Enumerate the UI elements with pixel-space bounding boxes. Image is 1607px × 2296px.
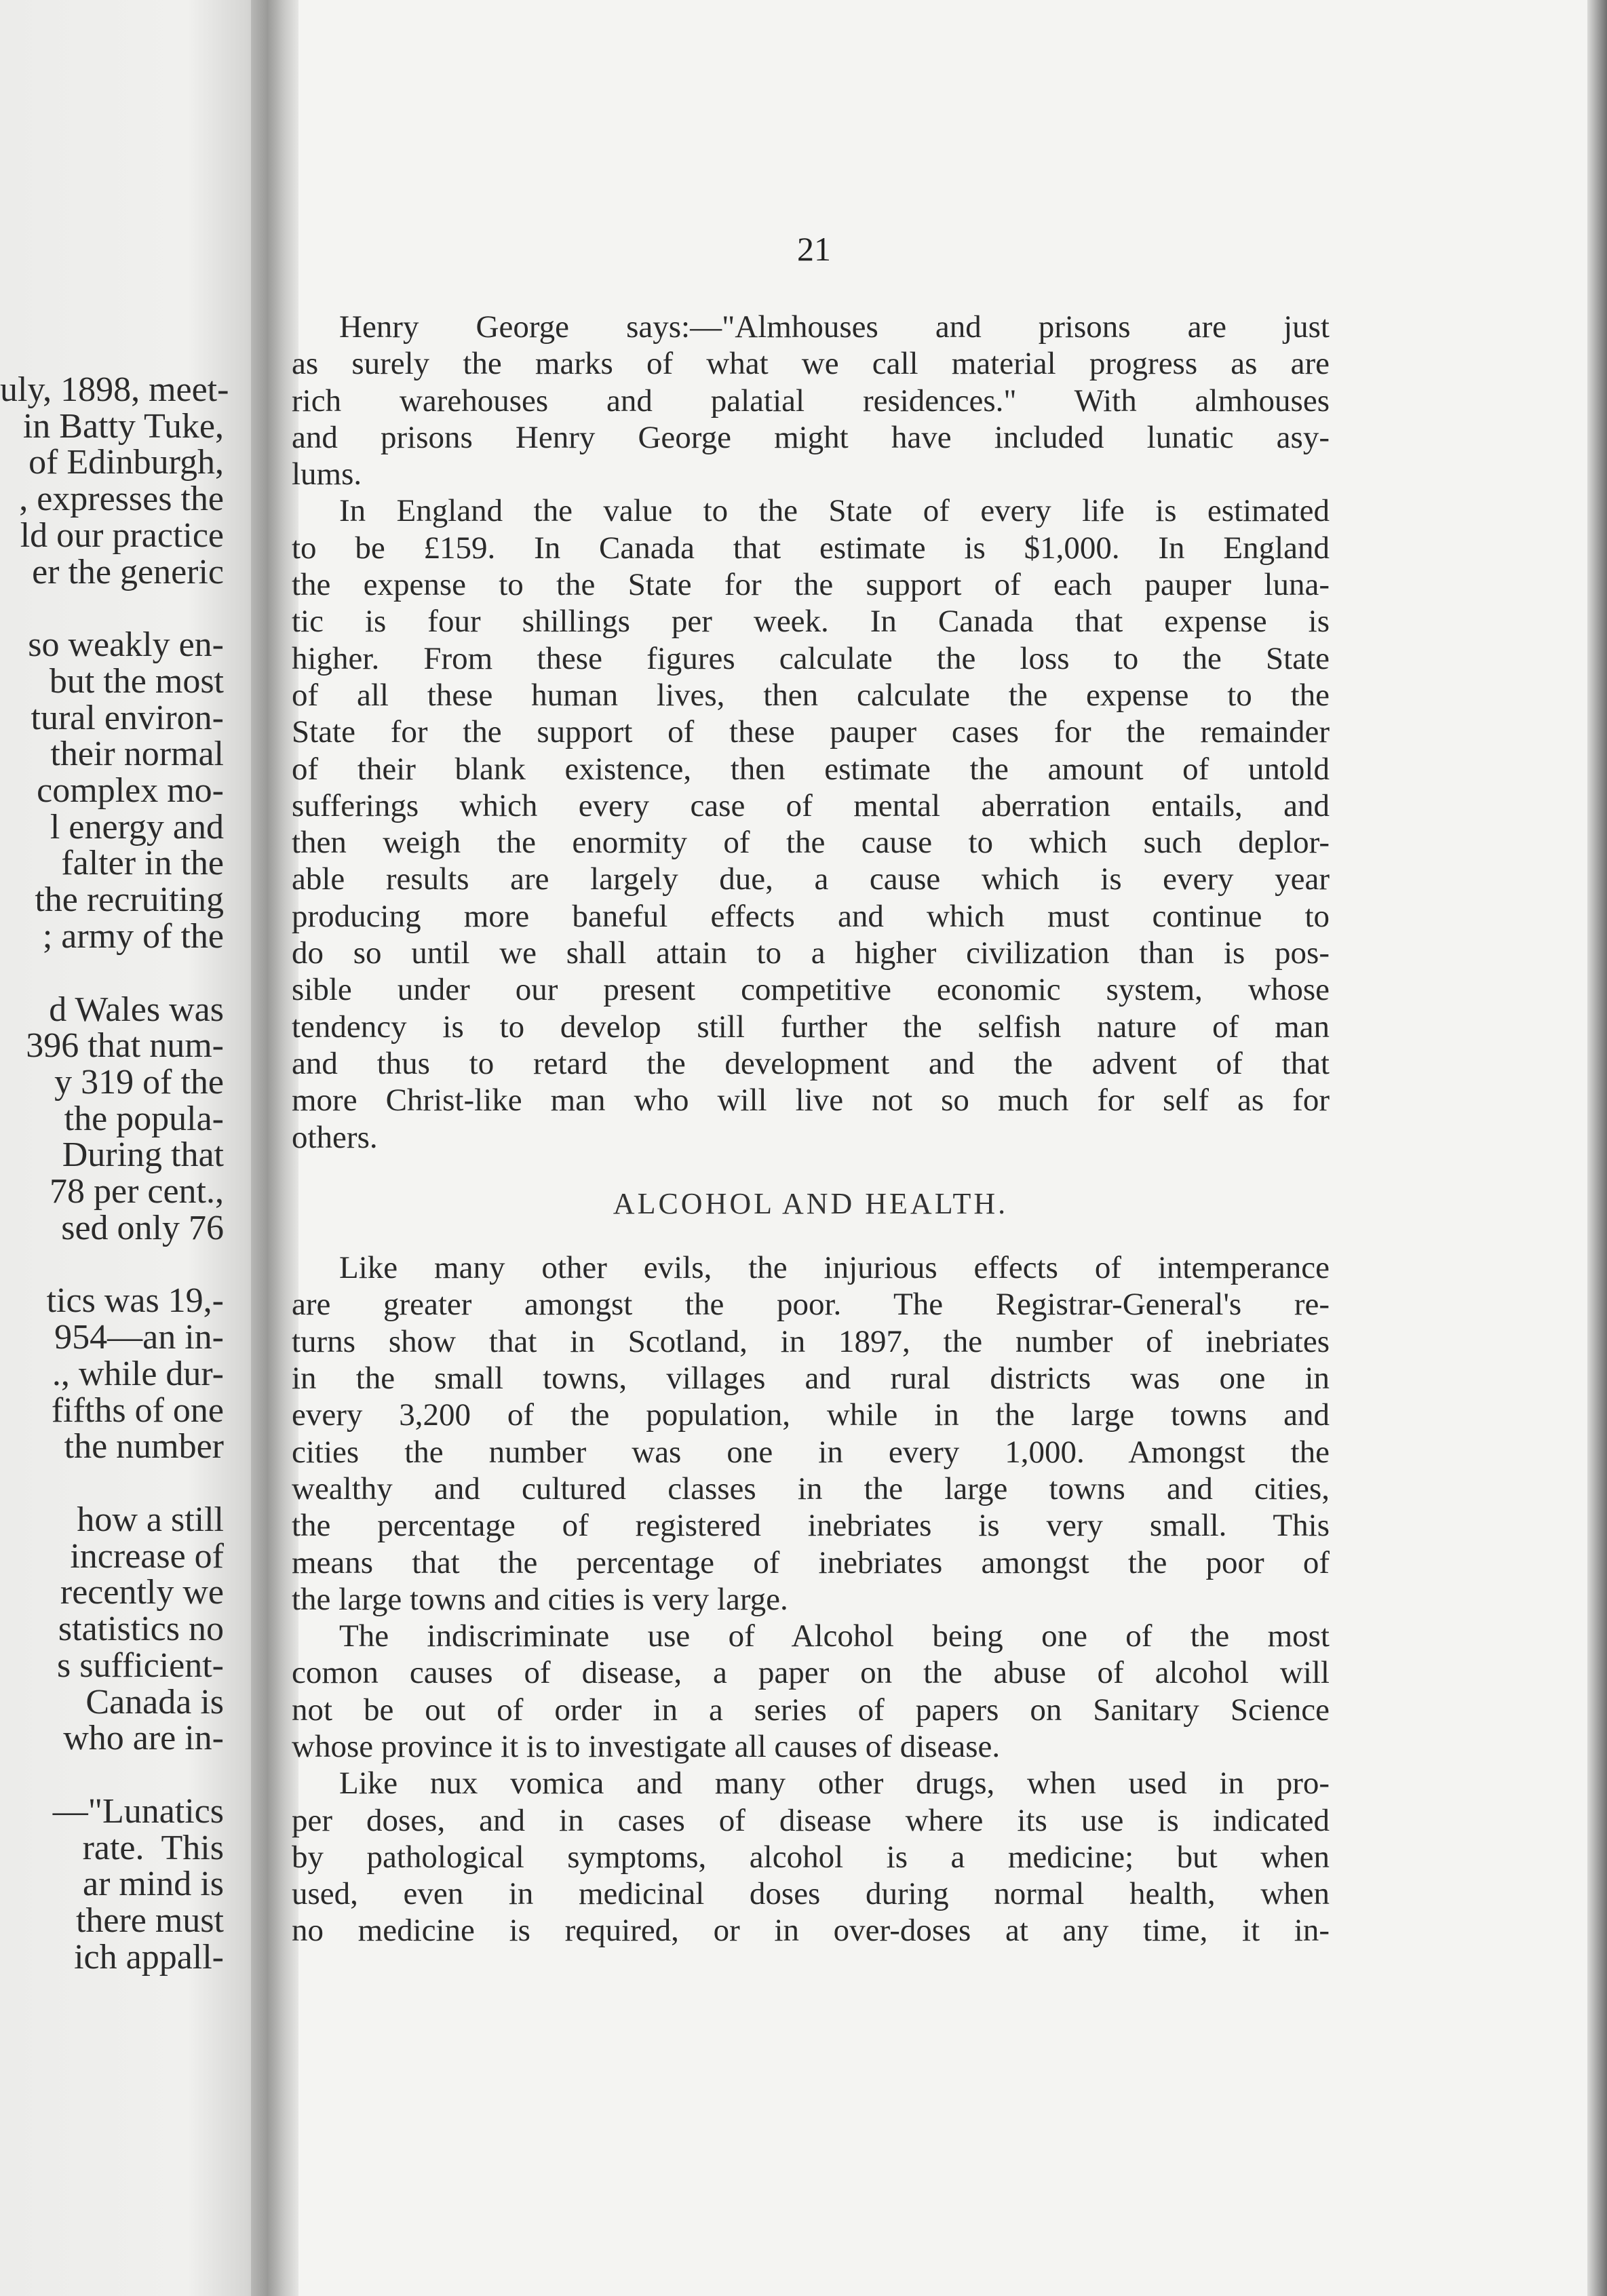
text-line: and thus to retard the development and the advent of that: [292, 1045, 1330, 1081]
text-line: tic is four shillings per week. In Canada that expense is: [292, 604, 1330, 640]
text-line: the large towns and cities is very large.: [292, 1581, 788, 1617]
paragraph-nux-vomica: [292, 1765, 1330, 1949]
text-line: by pathological symptoms, alcohol is a medicine; but when: [292, 1839, 1330, 1875]
left-line: recently we: [60, 1573, 224, 1612]
paragraph-henry-george: [292, 309, 1330, 492]
text-line: every 3,200 of the population, while in the large towns and: [292, 1397, 1330, 1433]
left-line: tics was 19,-: [46, 1281, 224, 1321]
text-line: Like many other evils, the injurious effects of intemperance: [339, 1250, 1330, 1286]
text-line: not be out of order in a series of papers on Sanitary Science: [292, 1692, 1330, 1728]
paragraph-alcohol-disease: [292, 1618, 1330, 1765]
left-line: er the generic: [32, 552, 224, 591]
left-line: y 319 of the: [54, 1062, 224, 1102]
text-line: then weigh the enormity of the cause to which such deplor-: [292, 825, 1330, 861]
left-line: ; army of the: [42, 916, 224, 956]
text-line: to be £159. In Canada that estimate is $1,000. In England: [292, 530, 1330, 566]
left-line: —"Lunatics: [52, 1791, 224, 1831]
text-line: of all these human lives, then calculate the expense to the: [292, 677, 1330, 713]
page-number: 21: [797, 230, 831, 268]
left-line: the number: [64, 1427, 224, 1466]
left-line: ar mind is: [83, 1865, 224, 1904]
text-line: more Christ-like man who will live not so much for self as for: [292, 1083, 1330, 1118]
text-line: The indiscriminate use of Alcohol being one of the most: [339, 1618, 1330, 1654]
left-line: statistics no: [58, 1610, 224, 1649]
left-line: fifths of one: [51, 1390, 224, 1430]
left-line: the recruiting: [35, 880, 224, 920]
left-line: 78 per cent.,: [49, 1172, 224, 1211]
text-line: do so until we shall attain to a higher civilization than is pos-: [292, 935, 1330, 971]
left-line: 396 that num-: [26, 1026, 224, 1066]
left-line: l energy and: [50, 807, 224, 847]
text-line: turns show that in Scotland, in 1897, the number of inebriates: [292, 1323, 1330, 1359]
left-line: the popula-: [64, 1099, 224, 1138]
text-line: State for the support of these pauper cases for the remainder: [292, 714, 1330, 750]
text-line: no medicine is required, or in over-doses at any time, it in-: [292, 1913, 1330, 1949]
left-line: ich appall-: [74, 1937, 224, 1977]
left-line: complex mo-: [37, 771, 224, 811]
left-line: 954—an in-: [54, 1318, 224, 1357]
left-line: rate. This: [82, 1828, 224, 1867]
left-line: their normal: [50, 735, 224, 774]
text-line: higher. From these figures calculate the loss to the State: [292, 640, 1330, 676]
left-line: how a still: [77, 1500, 224, 1539]
left-line: sed only 76: [61, 1208, 224, 1247]
page-body: [292, 309, 1330, 1949]
left-line: increase of: [70, 1536, 224, 1576]
left-line: so weakly en-: [28, 625, 224, 665]
left-line: tural environ-: [31, 698, 224, 737]
paragraph-value-of-life: [292, 492, 1330, 1155]
left-line: d Wales was: [49, 990, 224, 1029]
page-edge-shadow: [1587, 0, 1607, 2296]
text-line: of their blank existence, then estimate the amount of untold: [292, 751, 1330, 787]
left-line: of Edinburgh,: [28, 443, 224, 482]
text-line: others.: [292, 1119, 378, 1155]
text-line: Like nux vomica and many other drugs, when used in pro-: [339, 1766, 1330, 1802]
text-line: whose province it is to investigate all causes of disease.: [292, 1728, 1001, 1764]
text-line: per doses, and in cases of disease where its use is indicated: [292, 1802, 1330, 1838]
left-line: in Batty Tuke,: [22, 406, 224, 446]
text-line: are greater amongst the poor. The Registrar-General's re-: [292, 1287, 1330, 1323]
text-line: sible under our present competitive economic system, whose: [292, 972, 1330, 1008]
left-line: falter in the: [61, 844, 224, 883]
text-line: in the small towns, villages and rural districts was one in: [292, 1361, 1330, 1397]
text-line: cities the number was one in every 1,000. Amongst the: [292, 1434, 1330, 1470]
text-line: Henry George says:—"Almhouses and prisons are just: [339, 309, 1330, 345]
text-line: as surely the marks of what we call material progress as are: [292, 346, 1330, 382]
left-facing-page: [0, 0, 268, 2296]
section-heading: ALCOHOL AND HEALTH.: [613, 1186, 1009, 1220]
left-line: s sufficient-: [57, 1646, 224, 1685]
text-line: used, even in medicinal doses during normal health, when: [292, 1876, 1330, 1912]
text-line: wealthy and cultured classes in the large towns and cities,: [292, 1471, 1330, 1506]
left-line: but the most: [49, 661, 224, 701]
left-page-text: [0, 370, 229, 1977]
text-line: the percentage of registered inebriates is very small. This: [292, 1508, 1330, 1544]
left-line: ., while dur-: [52, 1354, 224, 1393]
left-line: there must: [75, 1901, 224, 1941]
text-line: and prisons Henry George might have included lunatic asy-: [292, 419, 1330, 455]
left-line: During that: [62, 1135, 224, 1175]
left-line: who are in-: [63, 1719, 224, 1758]
left-line: Canada is: [85, 1682, 224, 1721]
text-line: sufferings which every case of mental aberration entails, and: [292, 787, 1330, 823]
text-line: producing more baneful effects and which must continue to: [292, 898, 1330, 934]
text-line: able results are largely due, a cause which is every year: [292, 861, 1330, 897]
text-line: comon causes of disease, a paper on the abuse of alcohol will: [292, 1655, 1330, 1691]
text-line: rich warehouses and palatial residences." With almhouses: [292, 383, 1330, 419]
text-line: tendency is to develop still further the selfish nature of man: [292, 1009, 1330, 1045]
left-line: , expresses the: [19, 480, 224, 519]
left-line: uly, 1898, meet-: [0, 370, 229, 409]
left-line: ld our practice: [20, 515, 224, 555]
text-line: lums.: [292, 456, 362, 492]
text-line: the expense to the State for the support of each pauper luna-: [292, 567, 1330, 603]
paragraph-intemperance: [292, 1249, 1330, 1618]
text-line: means that the percentage of inebriates amongst the poor of: [292, 1544, 1330, 1580]
text-line: In England the value to the State of every life is estimated: [339, 493, 1330, 529]
